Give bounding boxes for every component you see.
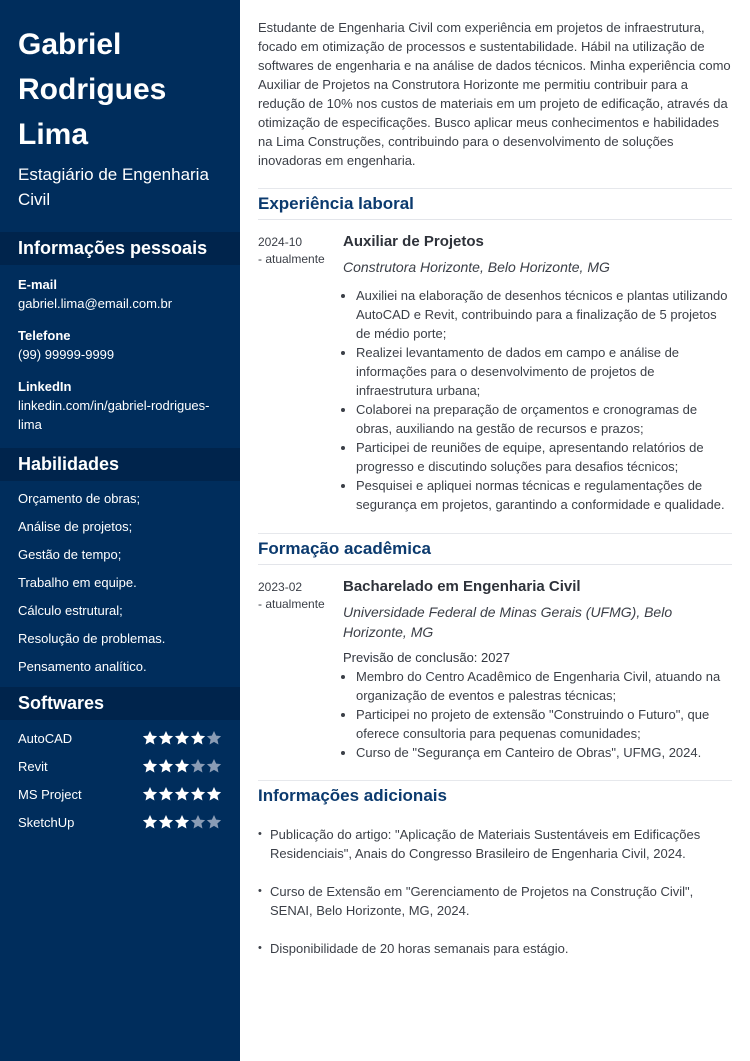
linkedin-value: linkedin.com/in/gabriel-rodrigues-lima — [18, 398, 210, 432]
email-block — [18, 276, 222, 313]
skill-item: Resolução de problemas. — [18, 631, 166, 646]
experience-date — [258, 232, 343, 514]
additional-info-heading: Informações adicionais — [258, 780, 732, 812]
star-icon — [142, 730, 158, 746]
main-content — [258, 0, 732, 977]
experience-heading: Experiência laboral — [258, 188, 732, 220]
star-icon — [174, 786, 190, 802]
skill-item: Pensamento analítico. — [18, 659, 147, 674]
graduation-note: Previsão de conclusão: 2027 — [343, 650, 510, 665]
education-entry — [258, 577, 732, 762]
job-title: Estagiário de Engenharia Civil — [18, 165, 209, 209]
star-icon — [158, 730, 174, 746]
star-icon — [206, 758, 222, 774]
additional-item: • Curso de Extensão em "Gerenciamento de Projetos na Construção Civil", SENAI, Belo Horizonte, MG, 2024. — [258, 882, 732, 920]
star-icon — [142, 758, 158, 774]
star-icon — [206, 730, 222, 746]
bullet-item: • Participei de reuniões de equipe, apresentando relatórios de progresso e discutindo soluções para desafios técnicos; — [356, 438, 732, 476]
personal-info — [0, 265, 240, 434]
star-icon — [206, 814, 222, 830]
star-icon — [142, 786, 158, 802]
experience-bullets — [343, 286, 732, 514]
school: Universidade Federal de Minas Gerais (UFMG), Belo Horizonte, MG — [343, 604, 673, 640]
bullet-item: • Curso de "Segurança em Canteiro de Obras", UFMG, 2024. — [356, 743, 732, 762]
software-row — [0, 780, 240, 808]
experience-body — [343, 232, 732, 514]
profile-summary: Estudante de Engenharia Civil com experiência em projetos de infraestrutura, focado em otimização de processos e sustentabilidade. Hábil na utilização de softwares de engenharia e na análise de dados técnicos. Minha experiência como Auxiliar de Projetos na Construtora Horizonte me permitiu contribuir para a redução de 10% nos custos de materiais em um projeto de edificação, através da otimização de especificações. Busco aplicar meus conhecimentos e habilidades na Lima Construções, contribuindo para o desenvolvimento de soluções inovadoras em engenharia. — [258, 20, 731, 168]
date-start: 2024-10 — [258, 235, 303, 249]
star-icon — [190, 730, 206, 746]
linkedin-label: LinkedIn — [18, 379, 72, 394]
additional-item: • Publicação do artigo: "Aplicação de Materiais Sustentáveis em Edificações Residenciais", Anais do Congresso Brasileiro de Engenharia Civil, 2024. — [258, 825, 732, 863]
skill-item: Trabalho em equipe. — [18, 575, 137, 590]
software-rating — [142, 814, 222, 830]
education-body — [343, 577, 732, 762]
software-row — [0, 724, 240, 752]
education-heading: Formação acadêmica — [258, 533, 732, 565]
bullet-item: • Pesquisei e apliquei normas técnicas e regulamentações de segurança em projetos, garantindo a conformidade e qualidade. — [356, 476, 732, 514]
degree: Bacharelado em Engenharia Civil — [343, 578, 581, 595]
skill-item: Análise de projetos; — [18, 519, 133, 534]
software-heading: Softwares — [0, 687, 240, 720]
bullet-item: • Auxiliei na elaboração de desenhos técnicos e plantas utilizando AutoCAD e Revit, contribuindo para a finalização de 5 projetos de médio porte; — [356, 286, 732, 343]
education-date — [258, 577, 343, 762]
date-end: - atualmente — [258, 252, 325, 266]
skills-list — [0, 481, 240, 675]
name-line: Gabriel — [18, 28, 122, 61]
star-icon — [190, 814, 206, 830]
phone-value: (99) 99999-9999 — [18, 347, 115, 362]
date-start: 2023-02 — [258, 580, 303, 594]
skill-item: Orçamento de obras; — [18, 491, 141, 506]
star-icon — [190, 786, 206, 802]
software-row — [0, 752, 240, 780]
experience-entry — [258, 232, 732, 514]
star-icon — [190, 758, 206, 774]
sidebar — [0, 0, 240, 1061]
job-role: Auxiliar de Projetos — [343, 233, 484, 250]
star-icon — [158, 758, 174, 774]
software-rating — [142, 786, 222, 802]
skill-item: Gestão de tempo; — [18, 547, 122, 562]
education-bullets — [343, 667, 732, 762]
star-icon — [158, 814, 174, 830]
software-rating — [142, 758, 222, 774]
email-label: E-mail — [18, 277, 58, 292]
star-icon — [206, 786, 222, 802]
company: Construtora Horizonte, Belo Horizonte, MG — [343, 259, 610, 275]
phone-block — [18, 327, 222, 364]
bullet-item: • Membro do Centro Acadêmico de Engenharia Civil, atuando na organização de eventos e palestras técnicas; — [356, 667, 732, 705]
email-value: gabriel.lima@email.com.br — [18, 296, 173, 311]
additional-info-list — [258, 825, 732, 958]
software-name: Revit — [18, 758, 48, 774]
linkedin-block — [18, 378, 222, 434]
name-line: Rodrigues — [18, 73, 167, 106]
star-icon — [174, 814, 190, 830]
bullet-item: • Participei no projeto de extensão "Construindo o Futuro", que oferece consultoria para pequenas comunidades; — [356, 705, 732, 743]
software-row — [0, 808, 240, 836]
star-icon — [158, 786, 174, 802]
skill-item: Cálculo estrutural; — [18, 603, 123, 618]
software-name: MS Project — [18, 786, 82, 802]
star-icon — [174, 758, 190, 774]
star-icon — [142, 814, 158, 830]
personal-info-heading: Informações pessoais — [0, 232, 240, 265]
date-end: - atualmente — [258, 597, 325, 611]
candidate-name — [0, 0, 240, 157]
bullet-item: • Realizei levantamento de dados em campo e análise de informações para o desenvolvimento de projetos de infraestrutura urbana; — [356, 343, 732, 400]
star-icon — [174, 730, 190, 746]
software-name: SketchUp — [18, 814, 75, 830]
additional-item: • Disponibilidade de 20 horas semanais para estágio. — [258, 939, 732, 958]
name-line: Lima — [18, 118, 89, 151]
software-list — [0, 724, 240, 836]
skills-heading: Habilidades — [0, 448, 240, 481]
software-rating — [142, 730, 222, 746]
phone-label: Telefone — [18, 328, 71, 343]
software-name: AutoCAD — [18, 730, 73, 746]
bullet-item: • Colaborei na preparação de orçamentos e cronogramas de obras, auxiliando na gestão de recursos e prazos; — [356, 400, 732, 438]
